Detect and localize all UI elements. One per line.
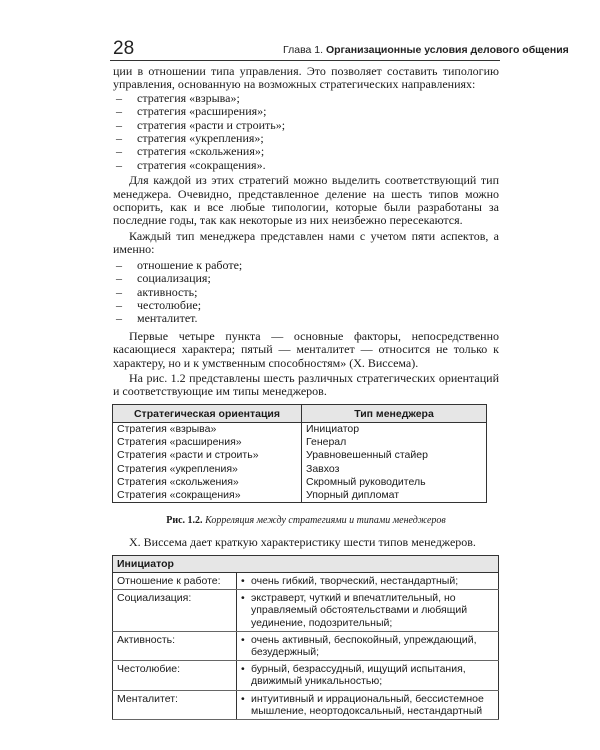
aspect-label: Честолюбие: bbox=[113, 661, 237, 690]
running-header bbox=[283, 44, 569, 56]
table-row bbox=[113, 476, 487, 489]
list-item: – активность; bbox=[113, 286, 499, 299]
list-item: – менталитет. bbox=[113, 312, 499, 325]
aspect-label: Отношение к работе: bbox=[113, 573, 237, 590]
table-row bbox=[113, 463, 487, 476]
table-cell: Скромный руководитель bbox=[302, 476, 487, 489]
table-row bbox=[113, 573, 499, 590]
table-cell: Уравновешенный стайер bbox=[302, 449, 487, 462]
aspect-label: Активность: bbox=[113, 631, 237, 660]
figure-caption-text: Корреляция между стратегиями и типами менеджеров bbox=[205, 515, 446, 526]
table-row bbox=[113, 661, 499, 690]
list-item: – социализация; bbox=[113, 272, 499, 285]
list-item: – стратегия «расширения»; bbox=[113, 105, 499, 118]
paragraph: Первые четыре пункта — основные факторы, непосредственно касающиеся характера; пятый — менталитет — относится не только к характеру, но и к умственным способностям» (Х. Виссема). bbox=[113, 328, 499, 370]
aspects-list bbox=[113, 259, 499, 326]
table-cell: Упорный дипломат bbox=[302, 489, 487, 503]
table-cell: Стратегия «укрепления» bbox=[113, 463, 302, 476]
table-row bbox=[113, 590, 499, 632]
body-text-block bbox=[113, 65, 499, 399]
manager-profile-table bbox=[112, 555, 499, 720]
paragraph: Для каждой из этих стратегий можно выделить соответствующий тип менеджера. Очевидно, представленное деление на шесть типов можно оспорить, как и все любые типологии, которые были разработаны за последние годы, так как некоторые из них неизбежно пересекаются. bbox=[113, 173, 499, 228]
table-cell: Стратегия «расти и строить» bbox=[113, 449, 302, 462]
orientation-table bbox=[112, 404, 487, 503]
table-cell: Генерал bbox=[302, 436, 487, 449]
table-cell: Стратегия «расширения» bbox=[113, 436, 302, 449]
aspect-value: • очень активный, беспокойный, упреждающий, безудержный; bbox=[237, 631, 499, 660]
list-item: – стратегия «укрепления»; bbox=[113, 132, 499, 145]
figure-number: Рис. 1.2. bbox=[166, 515, 203, 526]
list-item: – стратегия «расти и строить»; bbox=[113, 119, 499, 132]
table-cell: Завхоз bbox=[302, 463, 487, 476]
paragraph: Каждый тип менеджера представлен нами с учетом пяти аспектов, а именно: bbox=[113, 228, 499, 257]
aspect-label: Социализация: bbox=[113, 590, 237, 632]
aspect-value: • бурный, безрассудный, ищущий испытания, движимый уникальностью; bbox=[237, 661, 499, 690]
table-row bbox=[113, 449, 487, 462]
list-item: – отношение к работе; bbox=[113, 259, 499, 272]
list-item: – честолюбие; bbox=[113, 299, 499, 312]
strategies-list bbox=[113, 92, 499, 172]
aspect-label: Менталитет: bbox=[113, 690, 237, 719]
table-row bbox=[113, 423, 487, 437]
list-item: – стратегия «взрыва»; bbox=[113, 92, 499, 105]
table-row bbox=[113, 489, 487, 503]
chapter-label: Глава 1. bbox=[283, 44, 324, 56]
table-row bbox=[113, 690, 499, 719]
header-rule bbox=[110, 60, 500, 61]
profile-title: Инициатор bbox=[113, 556, 499, 573]
aspect-value: • экстраверт, чуткий и впечатлительный, но управляемый обстоятельствами и любящий уединение, подозрительный; bbox=[237, 590, 499, 632]
table-cell: Стратегия «скольжения» bbox=[113, 476, 302, 489]
paragraph: Х. Виссема дает краткую характеристику шести типов менеджеров. bbox=[129, 535, 476, 549]
table-cell: Стратегия «взрыва» bbox=[113, 423, 302, 437]
figure-caption bbox=[113, 515, 499, 526]
table-cell: Стратегия «сокращения» bbox=[113, 489, 302, 503]
table-header: Стратегическая ориентация bbox=[113, 405, 302, 423]
aspect-value: • интуитивный и иррациональный, бессистемное мышление, неортодоксальный, нестандартный bbox=[237, 690, 499, 719]
paragraph: На рис. 1.2 представлены шесть различных стратегических ориентаций и соответствующие им типы менеджеров. bbox=[113, 370, 499, 399]
aspect-value: • очень гибкий, творческий, нестандартный; bbox=[237, 573, 499, 590]
chapter-title: Организационные условия делового общения bbox=[325, 44, 569, 56]
table-cell: Инициатор bbox=[302, 423, 487, 437]
table-header: Тип менеджера bbox=[302, 405, 487, 423]
list-item: – стратегия «скольжения»; bbox=[113, 145, 499, 158]
list-item: – стратегия «сокращения». bbox=[113, 159, 499, 172]
page-number: 28 bbox=[113, 38, 135, 59]
table-row bbox=[113, 436, 487, 449]
table-row bbox=[113, 631, 499, 660]
intro-paragraph: ции в отношении типа управления. Это позволяет составить типологию управления, основанную на возможных стратегических направлениях: bbox=[113, 64, 499, 92]
